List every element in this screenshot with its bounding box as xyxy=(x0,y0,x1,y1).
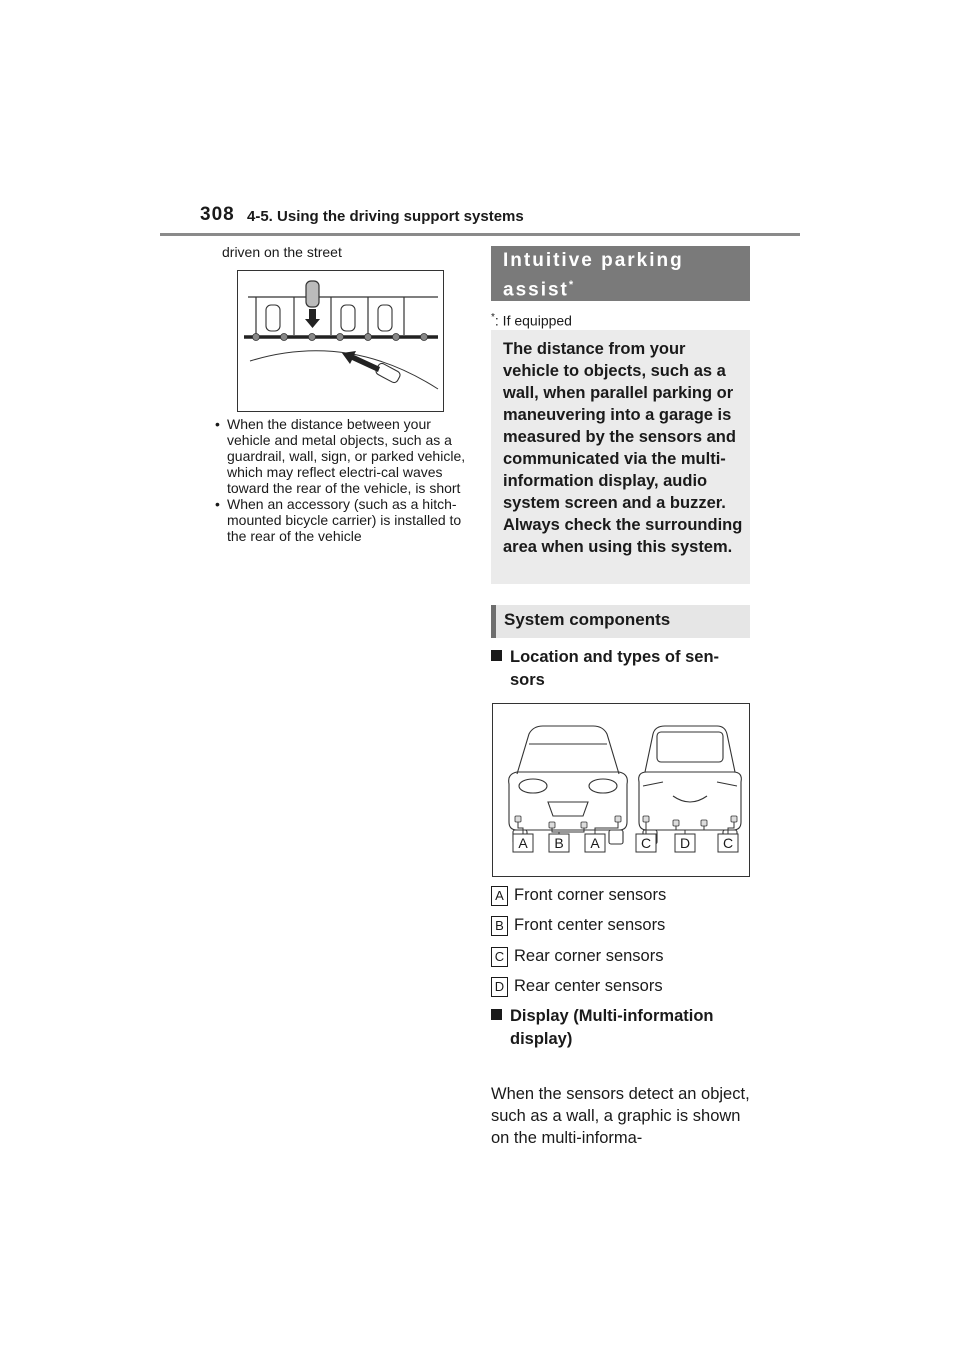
subheading-line: Display (Multi-information xyxy=(510,1007,714,1025)
square-bullet-icon xyxy=(491,1009,502,1020)
heading-asterisk: * xyxy=(568,279,576,291)
intuitive-parking-assist-heading xyxy=(491,246,750,301)
parking-lot-drawing xyxy=(238,271,443,411)
figure-label: D xyxy=(679,835,691,851)
condition-bullet-list xyxy=(213,416,473,544)
rear-sensors xyxy=(643,816,737,826)
front-sensors xyxy=(515,816,621,828)
legend-key: D xyxy=(491,977,508,997)
bullet-item: • When the distance between your vehicle and metal objects, such as a guardrail, wall, sign, or parked vehicle, which may reflect electri-cal waves toward the rear of the vehicle, is short xyxy=(213,416,473,496)
legend-key: B xyxy=(491,916,508,936)
figure-label: A xyxy=(590,835,600,851)
sub-heading-text: System components xyxy=(504,610,671,629)
figure-label: A xyxy=(518,835,528,851)
front-vehicle-drawing xyxy=(509,726,628,844)
summary-box xyxy=(491,330,750,584)
label-boxes xyxy=(513,834,738,852)
display-description: When the sensors detect an object, such as a wall, a graphic is shown on the multi-informa- xyxy=(491,1085,750,1147)
legend-label: Rear corner sensors xyxy=(514,947,664,965)
subheading-line: display) xyxy=(510,1030,573,1048)
figure-label: C xyxy=(640,835,652,851)
moving-car xyxy=(375,362,402,384)
lead-text: driven on the street xyxy=(222,244,342,260)
parking-lot-illustration xyxy=(237,270,444,412)
legend-label: Rear center sensors xyxy=(514,977,663,995)
sensor-location-illustration xyxy=(492,703,750,877)
legend-key: C xyxy=(491,947,508,967)
legend-label: Front center sensors xyxy=(514,916,666,934)
legend-key: A xyxy=(491,886,508,906)
page-number: 308 xyxy=(200,204,235,225)
subheading-line: Location and types of sen- xyxy=(510,648,720,666)
vehicle-sensor-drawing xyxy=(493,704,749,876)
section-title: 4-5. Using the driving support systems xyxy=(247,208,524,225)
display-subheading xyxy=(491,1005,714,1051)
heading-text: Intuitive parking assist xyxy=(503,250,684,301)
figure-label: C xyxy=(722,835,734,851)
header-divider xyxy=(160,233,800,236)
highlighted-car xyxy=(306,281,319,307)
footnote-text: : If equipped xyxy=(494,312,572,329)
left-arrow-icon xyxy=(342,351,380,372)
summary-text: The distance from your vehicle to objects, such as a wall, when parallel parking or maneuvering into a garage is measured by the sensors and communicated via the multi-information display, audio system screen and a buzzer. Always check the surrounding area when using this system. xyxy=(503,340,743,556)
footnote xyxy=(491,312,572,329)
parked-cars xyxy=(266,305,392,331)
system-components-heading xyxy=(491,605,750,638)
figure-label: B xyxy=(554,835,564,851)
square-bullet-icon xyxy=(491,650,502,661)
legend-label: Front corner sensors xyxy=(514,886,667,904)
footnote-asterisk: * xyxy=(491,312,495,323)
sensor-location-subheading xyxy=(491,646,719,692)
rear-vehicle-drawing xyxy=(639,726,742,844)
bullet-item: • When an accessory (such as a hitch-mounted bicycle carrier) is installed to the rear of the vehicle xyxy=(213,496,473,544)
subheading-line: sors xyxy=(510,671,545,689)
down-arrow-icon xyxy=(305,309,320,328)
